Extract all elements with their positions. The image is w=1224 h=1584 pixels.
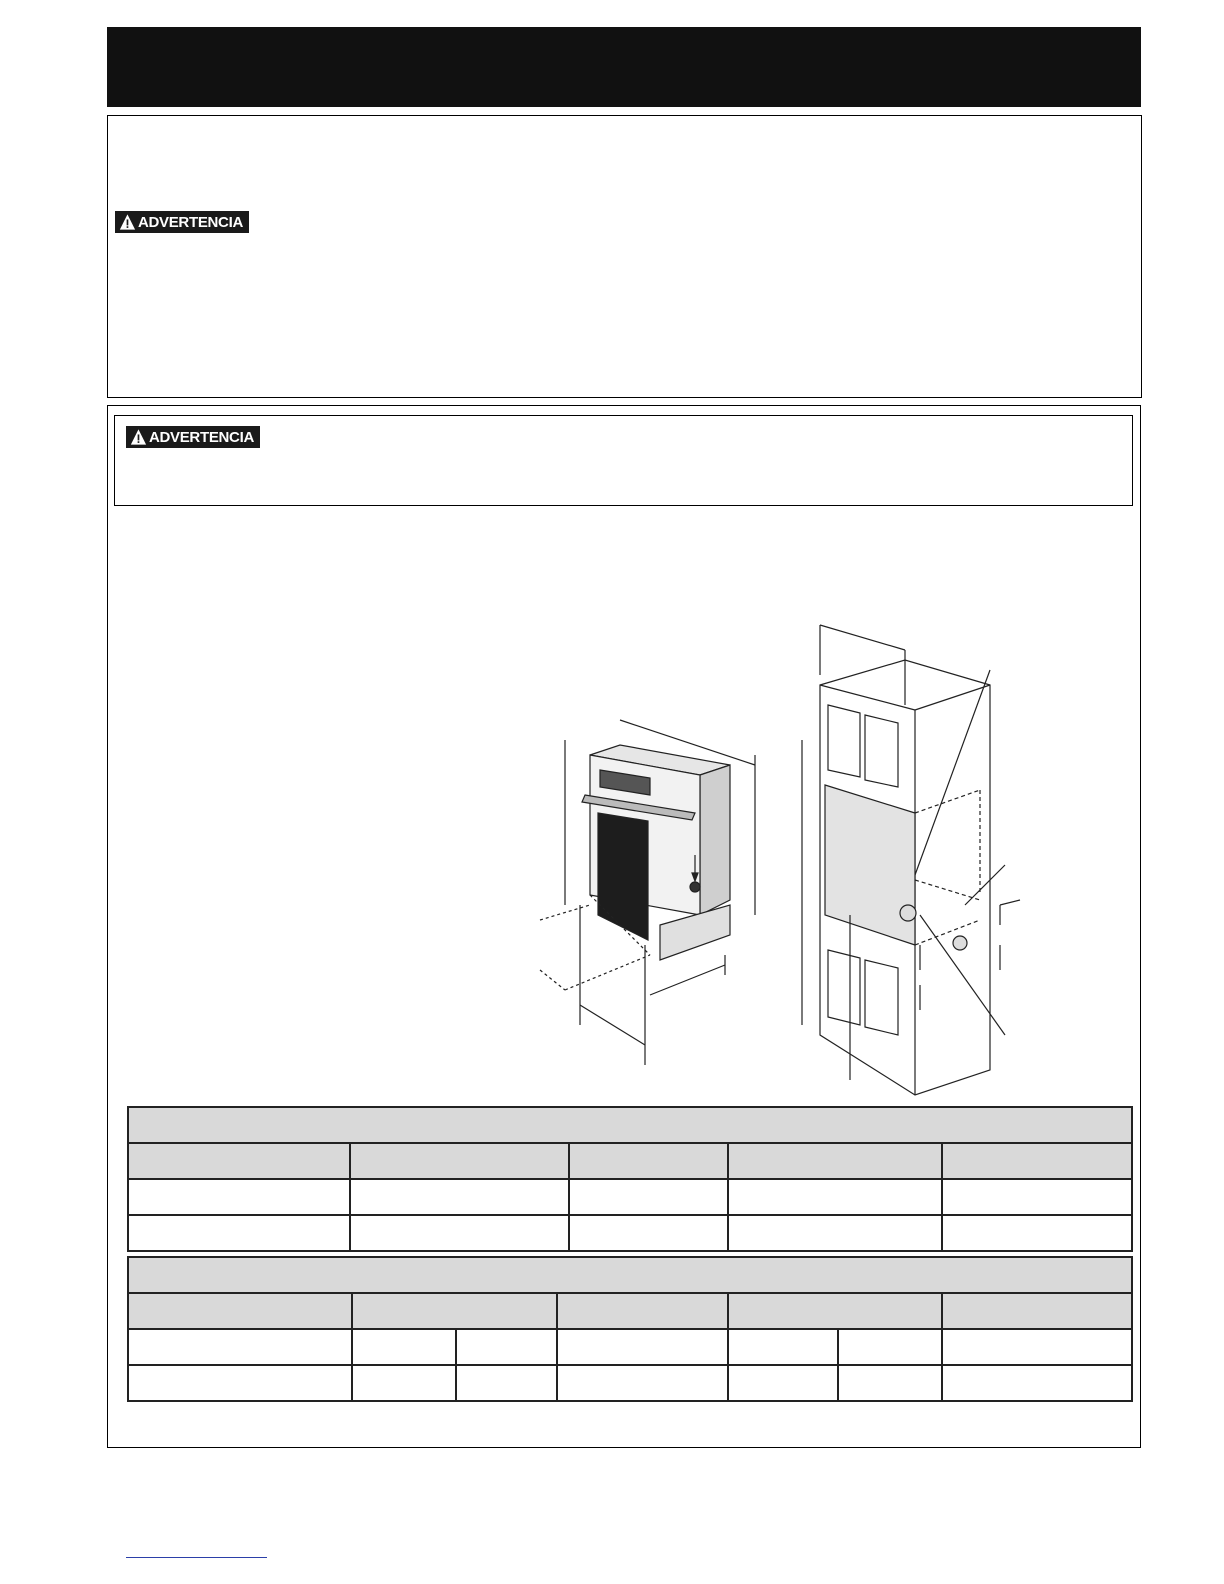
footer-link-underline[interactable] [126, 1557, 267, 1558]
warning-badge-2 [126, 426, 260, 448]
dimensions-table-1 [127, 1106, 1133, 1252]
oven-illustration [540, 720, 755, 1065]
warning-section-2 [114, 415, 1133, 506]
warning-label: ADVERTENCIA [148, 428, 254, 446]
table-row [128, 1365, 1132, 1401]
table-title-row [128, 1107, 1132, 1143]
dimensions-table-2 [127, 1256, 1133, 1402]
table-header-row [128, 1143, 1132, 1179]
warning-badge-1 [115, 211, 249, 233]
table-row [128, 1215, 1132, 1251]
table-row [128, 1329, 1132, 1365]
page-title-bar [107, 27, 1141, 107]
warning-icon [130, 428, 147, 446]
installation-diagram [520, 615, 1040, 1100]
table-row [128, 1179, 1132, 1215]
table-header-row [128, 1293, 1132, 1329]
warning-icon [119, 213, 136, 231]
warning-section-1 [107, 115, 1142, 398]
cabinet-illustration [802, 625, 1020, 1095]
table-title-row [128, 1257, 1132, 1293]
warning-label: ADVERTENCIA [137, 213, 243, 231]
